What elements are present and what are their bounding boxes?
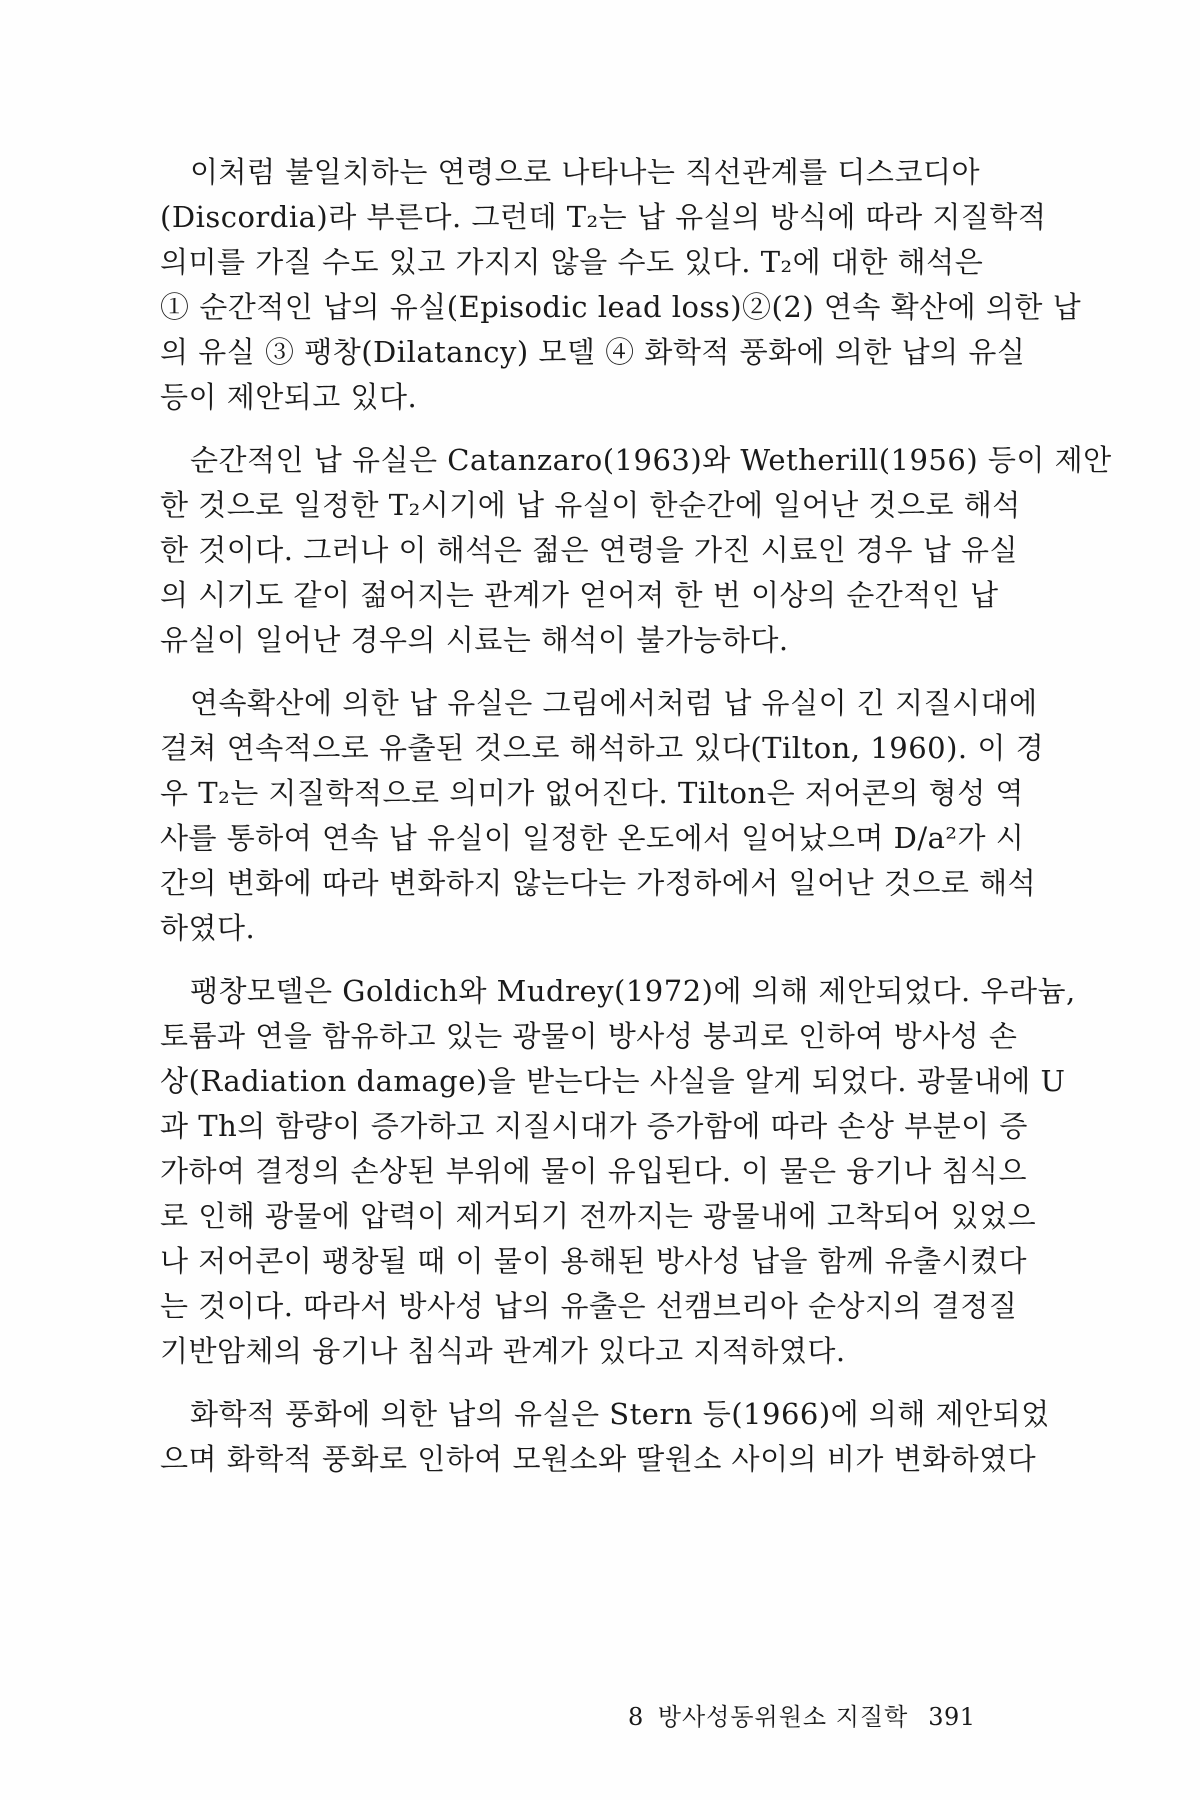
text-line: 가하여 결정의 손상된 부위에 물이 유입된다. 이 물은 융기나 침식으 bbox=[160, 1154, 1028, 1188]
text-line: 의 유실 ③ 팽창(Dilatancy) 모델 ④ 화학적 풍화에 의한 납의 유실 bbox=[160, 335, 1026, 369]
text-line: 한 것이다. 그러나 이 해석은 젊은 연령을 가진 시료인 경우 납 유실 bbox=[160, 533, 1018, 567]
paragraph-continuous-diffusion bbox=[160, 681, 1045, 951]
text-line: 걸쳐 연속적으로 유출된 것으로 해석하고 있다(Tilton, 1960). 이 경 bbox=[160, 731, 1045, 765]
text-line: 기반암체의 융기나 침식과 관계가 있다고 지적하였다. bbox=[160, 1334, 846, 1368]
text-line: 으며 화학적 풍화로 인하여 모원소와 딸원소 사이의 비가 변화하였다 bbox=[160, 1442, 1037, 1476]
text-line: 의 시기도 같이 젊어지는 관계가 얻어져 한 번 이상의 순간적인 납 bbox=[160, 578, 999, 612]
page-number: 391 bbox=[928, 1703, 976, 1731]
text-line: 연속확산에 의한 납 유실은 그림에서처럼 납 유실이 긴 지질시대에 bbox=[190, 686, 1038, 720]
text-line: 우 T₂는 지질학적으로 의미가 없어진다. Tilton은 저어콘의 형성 역 bbox=[160, 776, 1024, 810]
page-body bbox=[160, 150, 1112, 1482]
text-line: 나 저어콘이 팽창될 때 이 물이 용해된 방사성 납을 함께 유출시켰다 bbox=[160, 1244, 1028, 1278]
text-line: (Discordia)라 부른다. 그런데 T₂는 납 유실의 방식에 따라 지질학적 bbox=[160, 200, 1047, 234]
text-line: 순간적인 납 유실은 Catanzaro(1963)와 Wetherill(1956) 등이 제안 bbox=[190, 443, 1112, 477]
text-line: 사를 통하여 연속 납 유실이 일정한 온도에서 일어났으며 D/a²가 시 bbox=[160, 821, 1025, 855]
text-line: 토륨과 연을 함유하고 있는 광물이 방사성 붕괴로 인하여 방사성 손 bbox=[160, 1019, 1018, 1053]
text-line: 한 것으로 일정한 T₂시기에 납 유실이 한순간에 일어난 것으로 해석 bbox=[160, 488, 1021, 522]
text-line: 유실이 일어난 경우의 시료는 해석이 불가능하다. bbox=[160, 623, 789, 657]
text-line: 팽창모델은 Goldich와 Mudrey(1972)에 의해 제안되었다. 우라늄, bbox=[190, 974, 1076, 1008]
text-line: 의미를 가질 수도 있고 가지지 않을 수도 있다. T₂에 대한 해석은 bbox=[160, 245, 984, 279]
text-line: 과 Th의 함량이 증가하고 지질시대가 증가함에 따라 손상 부분이 증 bbox=[160, 1109, 1028, 1143]
page-footer bbox=[628, 1702, 978, 1732]
paragraph-discordia bbox=[160, 150, 1082, 420]
text-line: 화학적 풍화에 의한 납의 유실은 Stern 등(1966)에 의해 제안되었 bbox=[190, 1397, 1050, 1431]
chapter-number: 8 bbox=[628, 1703, 644, 1731]
text-line: 등이 제안되고 있다. bbox=[160, 380, 418, 414]
running-title: 방사성동위원소 지질학 bbox=[657, 1703, 909, 1731]
text-line: 간의 변화에 따라 변화하지 않는다는 가정하에서 일어난 것으로 해석 bbox=[160, 866, 1037, 900]
text-line: 로 인해 광물에 압력이 제거되기 전까지는 광물내에 고착되어 있었으 bbox=[160, 1199, 1037, 1233]
text-line: 상(Radiation damage)을 받는다는 사실을 알게 되었다. 광물내에 U bbox=[160, 1064, 1066, 1098]
paragraph-dilatancy-model bbox=[160, 969, 1076, 1374]
paragraph-episodic-loss bbox=[160, 438, 1112, 663]
text-line: 는 것이다. 따라서 방사성 납의 유출은 선캠브리아 순상지의 결정질 bbox=[160, 1289, 1018, 1323]
text-line: 하였다. bbox=[160, 911, 256, 945]
paragraph-chemical-weathering bbox=[160, 1392, 1050, 1482]
text-line: ① 순간적인 납의 유실(Episodic lead loss)②(2) 연속 확산에 의한 납 bbox=[160, 290, 1082, 324]
text-line: 이처럼 불일치하는 연령으로 나타나는 직선관계를 디스코디아 bbox=[190, 155, 980, 189]
